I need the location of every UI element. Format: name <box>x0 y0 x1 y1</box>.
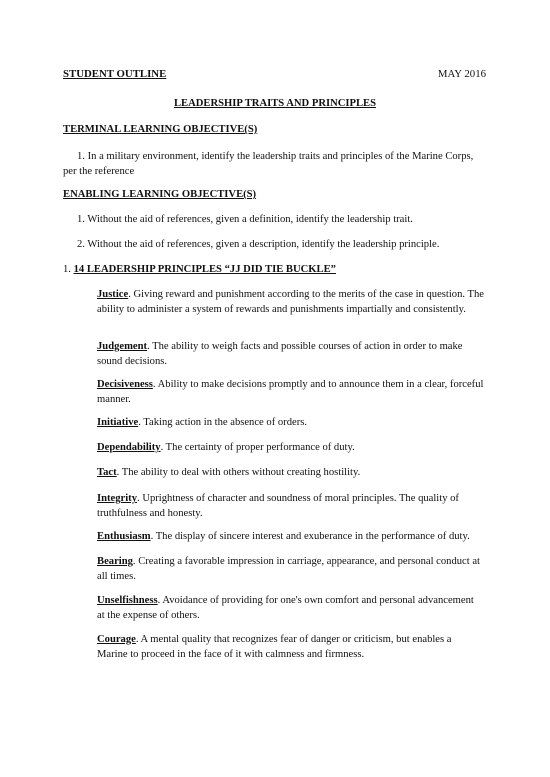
trait-term: Tact <box>97 467 117 478</box>
trait-definition: . A mental quality that recognizes fear of danger or criticism, but enables a Marine to proceed in the face of it with calmness and firmness. <box>97 634 452 660</box>
trait-item <box>97 378 484 407</box>
trait-item <box>97 466 484 481</box>
enabling-objective-item: 2. Without the aid of references, given a description, identify the leadership principle. <box>77 239 440 250</box>
trait-definition: . The display of sincere interest and exuberance in the performance of duty. <box>150 531 470 542</box>
trait-term: Decisiveness <box>97 379 153 390</box>
trait-term: Justice <box>97 289 129 300</box>
trait-term: Bearing <box>97 556 133 567</box>
trait-term: Courage <box>97 634 136 645</box>
trait-term: Dependability <box>97 442 161 453</box>
trait-definition: . Taking action in the absence of orders. <box>138 417 308 428</box>
section-title: 14 LEADERSHIP PRINCIPLES “JJ DID TIE BUCKLE” <box>73 264 336 275</box>
trait-definition: . The ability to weigh facts and possible courses of action in order to make sound decisions. <box>97 341 463 367</box>
header-date: MAY 2016 <box>437 68 486 80</box>
section-heading <box>63 263 336 278</box>
trait-term: Judgement <box>97 341 148 352</box>
section-number: 1. <box>63 264 71 275</box>
trait-term: Initiative <box>97 417 139 428</box>
terminal-objective-heading: TERMINAL LEARNING OBJECTIVE(S) <box>63 124 258 135</box>
trait-item <box>97 288 484 317</box>
trait-definition: . Ability to make decisions promptly and to announce them in a clear, forceful manner. <box>97 379 484 405</box>
trait-item <box>97 594 484 623</box>
trait-item <box>97 492 484 521</box>
trait-definition: . Creating a favorable impression in carriage, appearance, and personal conduct at all times. <box>97 556 480 582</box>
trait-item <box>97 555 484 584</box>
trait-definition: . The certainty of proper performance of duty. <box>160 442 355 453</box>
enabling-objective-item: 1. Without the aid of references, given a definition, identify the leadership trait. <box>77 214 413 225</box>
trait-item <box>97 633 484 662</box>
trait-definition: . Avoidance of providing for one's own comfort and personal advancement at the expense of others. <box>97 595 474 621</box>
document-title: LEADERSHIP TRAITS AND PRINCIPLES <box>173 98 377 109</box>
trait-item <box>97 441 484 456</box>
trait-term: Integrity <box>97 493 138 504</box>
trait-item <box>97 416 484 431</box>
page-header <box>63 67 486 82</box>
trait-term: Enthusiasm <box>97 531 151 542</box>
enabling-objective-heading: ENABLING LEARNING OBJECTIVE(S) <box>63 189 257 200</box>
terminal-objective-item: 1. In a military environment, identify the leadership traits and principles of the Marine Corps, per the reference <box>63 151 474 177</box>
trait-item <box>97 530 484 545</box>
trait-term: Unselfishness <box>97 595 158 606</box>
trait-definition: . Giving reward and punishment according to the merits of the case in question. The ability to administer a system of rewards and punishments impartially and consistently. <box>97 289 484 315</box>
trait-definition: . Uprightness of character and soundness of moral principles. The quality of truthfulness and honesty. <box>97 493 459 519</box>
trait-definition: . The ability to deal with others without creating hostility. <box>116 467 361 478</box>
header-left: STUDENT OUTLINE <box>63 68 167 80</box>
trait-item <box>97 340 484 369</box>
